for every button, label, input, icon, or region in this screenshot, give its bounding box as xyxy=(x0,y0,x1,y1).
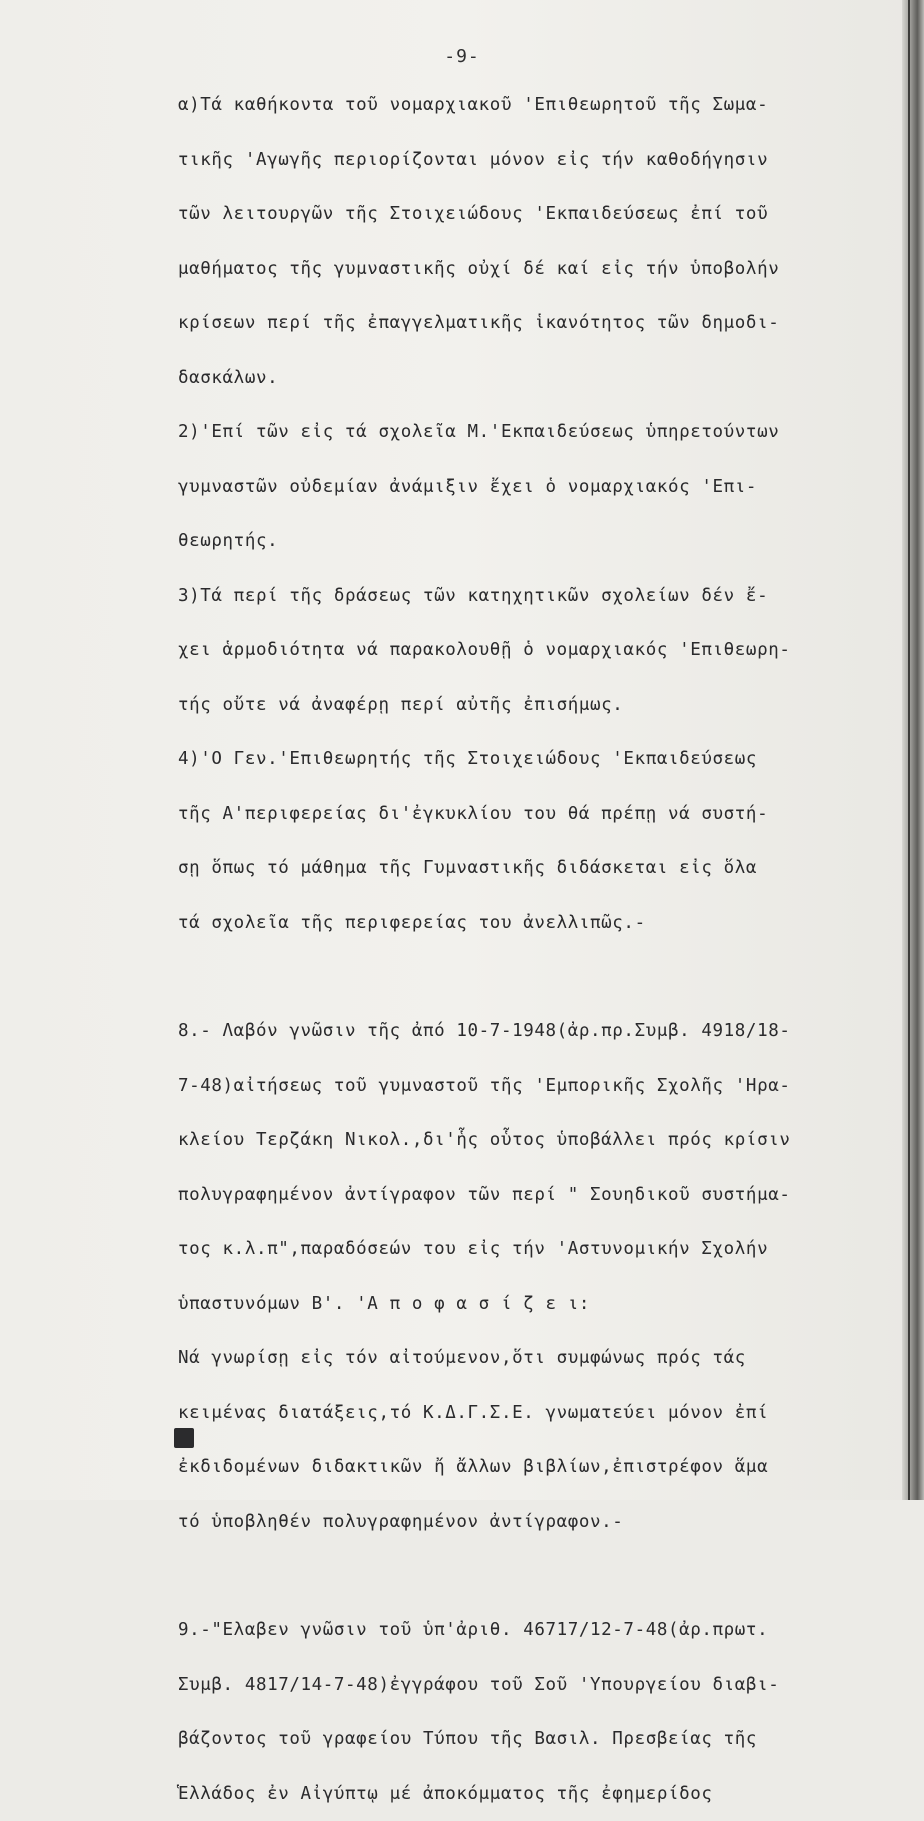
page-number: -9- xyxy=(0,46,924,67)
text-line: κειμένας διατάξεις,τό Κ.Δ.Γ.Σ.Ε. γνωματεύει μόνον ἐπί xyxy=(178,1386,908,1441)
paragraph-gap xyxy=(178,1549,908,1603)
paragraph-p-2 xyxy=(178,405,908,569)
paragraph-p-a xyxy=(178,78,908,405)
text-line: Νά γνωρίσῃ εἰς τόν αἰτούμενον,ὅτι συμφώνως πρός τάς xyxy=(178,1331,908,1386)
text-line: τό ὑποβληθέν πολυγραφημένον ἀντίγραφον.- xyxy=(178,1495,908,1550)
text-line: τος κ.λ.π",παραδόσεών του εἰς τήν 'Αστυνομικήν Σχολήν xyxy=(178,1222,908,1277)
text-line: 7-48)αἰτήσεως τοῦ γυμναστοῦ τῆς 'Εμπορικῆς Σχολῆς 'Ηρα- xyxy=(178,1059,908,1114)
text-line: 2)'Επί τῶν εἰς τά σχολεῖα Μ.'Εκπαιδεύσεως ὑπηρετούντων xyxy=(178,405,908,460)
ink-blot xyxy=(174,1428,194,1448)
text-line: ὑπαστυνόμων Β'. 'Α π ο φ α σ ί ζ ε ι: xyxy=(178,1277,908,1332)
text-line: τής οὔτε νά ἀναφέρῃ περί αὐτῆς ἐπισήμως. xyxy=(178,678,908,733)
scan-edge-line xyxy=(908,0,910,1500)
text-line: βάζοντος τοῦ γραφείου Τύπου τῆς Βασιλ. Πρεσβείας τῆς xyxy=(178,1712,908,1767)
text-line: 9.-"Ελαβεν γνῶσιν τοῦ ὑπ'ἀριθ. 46717/12-7-48(ἀρ.πρωτ. xyxy=(178,1603,908,1658)
text-line: κρίσεων περί τῆς ἐπαγγελματικῆς ἱκανότητος τῶν δημοδι- xyxy=(178,296,908,351)
text-line: 3)Τά περί τῆς δράσεως τῶν κατηχητικῶν σχολείων δέν ἔ- xyxy=(178,569,908,624)
text-line: κλείου Τερζάκη Νικολ.,δι'ἧς οὗτος ὑποβάλλει πρός κρίσιν xyxy=(178,1113,908,1168)
text-line: τά σχολεῖα τῆς περιφερείας του ἀνελλιπῶς.- xyxy=(178,896,908,951)
document-body xyxy=(178,78,908,1821)
text-line: μαθήματος τῆς γυμναστικῆς οὐχί δέ καί εἰς τήν ὑποβολήν xyxy=(178,242,908,297)
text-line: τῶν λειτουργῶν τῆς Στοιχειώδους 'Εκπαιδεύσεως ἐπί τοῦ xyxy=(178,187,908,242)
text-line: Συμβ. 4817/14-7-48)ἐγγράφου τοῦ Σοῦ 'Υπουργείου διαβι- xyxy=(178,1658,908,1713)
paragraph-p-9 xyxy=(178,1603,908,1821)
paragraph-p-8 xyxy=(178,1004,908,1549)
text-line: γυμναστῶν οὐδεμίαν ἀνάμιξιν ἔχει ὁ νομαρχιακός 'Επι- xyxy=(178,460,908,515)
text-line: τικῆς 'Αγωγῆς περιορίζονται μόνον εἰς τήν καθοδήγησιν xyxy=(178,133,908,188)
text-line: σῃ ὅπως τό μάθημα τῆς Γυμναστικῆς διδάσκεται εἰς ὅλα xyxy=(178,841,908,896)
text-line: 8.- Λαβόν γνῶσιν τῆς ἀπό 10-7-1948(ἀρ.πρ.Συμβ. 4918/18- xyxy=(178,1004,908,1059)
text-line: πολυγραφημένον ἀντίγραφον τῶν περί " Σουηδικοῦ συστήμα- xyxy=(178,1168,908,1223)
paragraph-gap xyxy=(178,950,908,1004)
paragraph-p-3 xyxy=(178,569,908,733)
text-line: τῆς Α'περιφερείας δι'ἐγκυκλίου του θά πρέπῃ νά συστή- xyxy=(178,787,908,842)
text-line: Ἑλλάδος ἐν Αἰγύπτῳ μέ ἀποκόμματος τῆς ἐφημερίδος xyxy=(178,1767,908,1821)
text-line: α)Τά καθήκοντα τοῦ νομαρχιακοῦ 'Επιθεωρητοῦ τῆς Σωμα- xyxy=(178,78,908,133)
paragraph-p-4 xyxy=(178,732,908,950)
text-line: δασκάλων. xyxy=(178,351,908,406)
text-line: χει ἁρμοδιότητα νά παρακολουθῇ ὁ νομαρχιακός 'Επιθεωρη- xyxy=(178,623,908,678)
text-line: 4)'Ο Γεν.'Επιθεωρητής τῆς Στοιχειώδους 'Εκπαιδεύσεως xyxy=(178,732,908,787)
text-line: θεωρητής. xyxy=(178,514,908,569)
text-line: ἐκδιδομένων διδακτικῶν ἤ ἄλλων βιβλίων,ἐπιστρέφον ἅμα xyxy=(178,1440,908,1495)
